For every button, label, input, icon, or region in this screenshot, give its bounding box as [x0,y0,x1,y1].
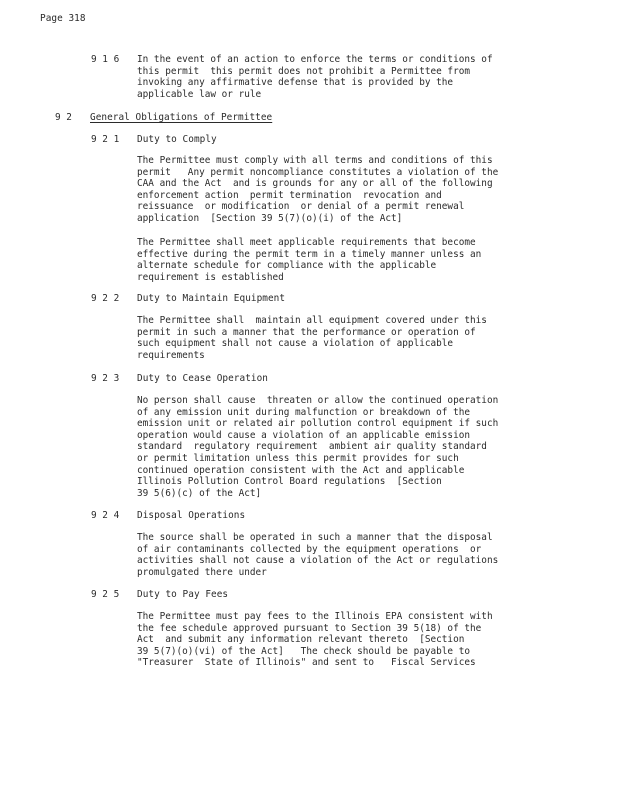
paragraph [137,315,487,361]
text-line: such equipment shall not cause a violation of applicable [137,338,454,350]
text-line: enforcement action permit termination revocation and [137,189,442,201]
text-line: activities shall not cause a violation of the Act or regulations [137,555,499,567]
text-line: The Permittee shall meet applicable requirements that become [137,237,476,248]
text-line: Illinois Pollution Control Board regulations [Section [137,476,442,488]
subsection-title: Disposal Operations [137,510,246,521]
text-line: The Permittee shall maintain all equipment covered under this [137,315,487,326]
text-line: The source shall be operated in such a manner that the disposal [137,532,493,543]
text-line: emission unit or related air pollution control equipment if such [137,418,499,430]
text-line: No person shall cause threaten or allow the continued operation [137,395,499,406]
paragraph [137,611,493,669]
subsection-number: 9 2 1 [91,134,120,145]
text-line: 39 5(7)(o)(vi) of the Act] The check should be payable to [137,645,471,657]
text-line: applicable law or rule [137,88,262,100]
text-line: permit Any permit noncompliance constitutes a violation of the [137,166,499,178]
text-line: 39 5(6)(c) of the Act] [137,487,262,499]
text-line: the fee schedule approved pursuant to Section 39 5(18) of the [137,622,482,634]
paragraph [137,237,481,283]
text-line: operation would cause a violation of an applicable emission [137,429,471,441]
text-line: "Treasurer State of Illinois" and sent to Fiscal Services [137,657,476,669]
text-line: application [Section 39 5(7)(o)(i) of the Act] [137,212,403,224]
text-line: permit in such a manner that the performance or operation of [137,326,476,338]
text-line: alternate schedule for compliance with the applicable [137,260,437,272]
text-line: The Permittee must pay fees to the Illinois EPA consistent with [137,611,493,622]
subsection-number: 9 2 4 [91,510,120,521]
subsection-number: 9 2 3 [91,373,120,384]
page-number: Page 318 [40,13,86,24]
text-line: Act and submit any information relevant thereto [Section [137,634,465,646]
subsection-title: Duty to Comply [137,134,217,145]
subsection-title: Duty to Pay Fees [137,589,229,600]
text-line: requirements [137,349,205,361]
text-line: of air contaminants collected by the equipment operations or [137,543,482,555]
text-line: continued operation consistent with the Act and applicable [137,464,465,476]
text-line: of any emission unit during malfunction or breakdown of the [137,406,471,418]
text-line: or permit limitation unless this permit provides for such [137,452,459,464]
item-number: 9 1 6 [91,54,120,65]
section-number: 9 2 [55,112,72,123]
text-line: standard regulatory requirement ambient air quality standard [137,441,487,453]
text-line: In the event of an action to enforce the terms or conditions of [137,54,493,65]
subsection-number: 9 2 5 [91,589,120,600]
text-line: The Permittee must comply with all terms and conditions of this [137,155,493,166]
text-line: invoking any affirmative defense that is provided by the [137,77,454,89]
text-line: this permit this permit does not prohibit a Permittee from [137,65,471,77]
text-line: requirement is established [137,271,284,283]
text-line: effective during the permit term in a timely manner unless an [137,248,482,260]
text-line: CAA and the Act and is grounds for any or all of the following [137,178,493,190]
text-line: reissuance or modification or denial of a permit renewal [137,201,465,213]
subsection-title: Duty to Cease Operation [137,373,268,384]
paragraph [137,532,498,578]
paragraph [137,395,498,499]
paragraph [137,155,498,225]
text-line: promulgated there under [137,566,267,578]
item-text [137,54,493,100]
subsection-number: 9 2 2 [91,293,120,304]
section-title: General Obligations of Permittee [90,112,273,123]
subsection-title: Duty to Maintain Equipment [137,293,286,304]
